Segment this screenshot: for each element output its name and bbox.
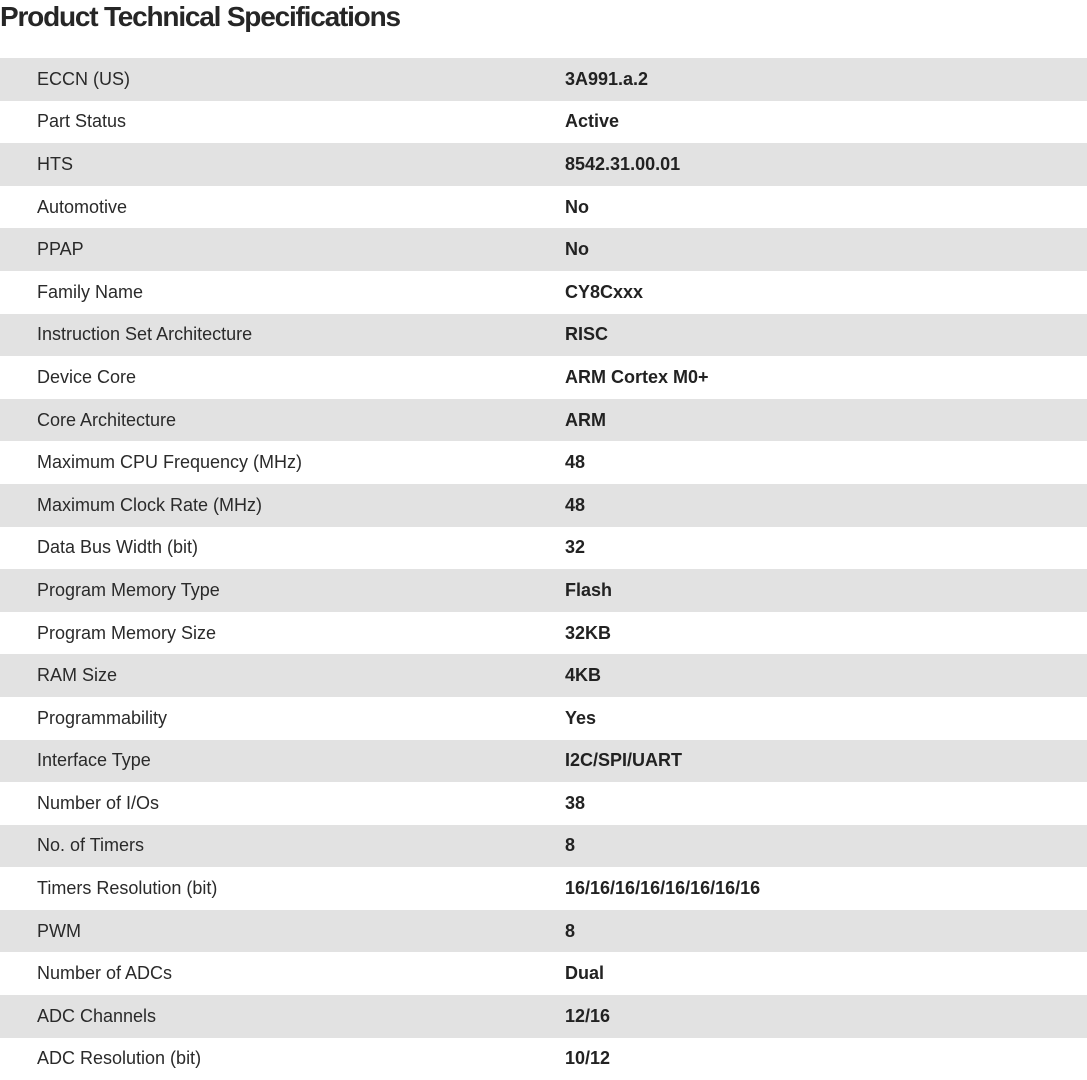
- spec-value: Dual: [565, 963, 605, 984]
- spec-row-pwm: [0, 910, 1087, 953]
- spec-row-interface-type: [0, 740, 1087, 783]
- spec-label: RAM Size: [37, 665, 118, 686]
- spec-label: Program Memory Size: [37, 622, 217, 643]
- spec-value: 16/16/16/16/16/16/16/16: [565, 878, 761, 899]
- spec-row-part-status: [0, 101, 1087, 144]
- spec-row-number-of-ios: [0, 782, 1087, 825]
- spec-row-automotive: [0, 186, 1087, 229]
- spec-row-program-memory-size: [0, 612, 1087, 655]
- page-title: Product Technical Specifications: [0, 1, 400, 32]
- spec-row-data-bus-width: [0, 527, 1087, 570]
- spec-table: [0, 58, 1087, 1080]
- spec-row-programmability: [0, 697, 1087, 740]
- spec-row-eccn: [0, 58, 1087, 101]
- spec-value: 8542.31.00.01: [565, 153, 681, 174]
- spec-label: No. of Timers: [37, 835, 145, 856]
- spec-label: Instruction Set Architecture: [37, 324, 253, 345]
- spec-value: RISC: [565, 324, 609, 345]
- spec-label: Part Status: [37, 111, 127, 132]
- spec-label: Program Memory Type: [37, 579, 220, 600]
- spec-value: 8: [565, 835, 576, 856]
- spec-row-number-of-adcs: [0, 952, 1087, 995]
- spec-value: 8: [565, 920, 576, 941]
- spec-value: 48: [565, 494, 586, 515]
- spec-label: Number of ADCs: [37, 963, 173, 984]
- spec-row-timers-resolution: [0, 867, 1087, 910]
- spec-label: Family Name: [37, 281, 144, 302]
- spec-value: 38: [565, 792, 586, 813]
- spec-row-max-clock-rate: [0, 484, 1087, 527]
- spec-row-number-of-timers: [0, 825, 1087, 868]
- spec-value: Active: [565, 111, 620, 132]
- spec-row-adc-resolution: [0, 1038, 1087, 1080]
- spec-row-hts: [0, 143, 1087, 186]
- spec-row-device-core: [0, 356, 1087, 399]
- spec-value: Yes: [565, 707, 597, 728]
- spec-value: I2C/SPI/UART: [565, 750, 683, 771]
- spec-value: 12/16: [565, 1005, 611, 1026]
- spec-label: Maximum CPU Frequency (MHz): [37, 452, 303, 473]
- spec-row-adc-channels: [0, 995, 1087, 1038]
- spec-row-ppap: [0, 228, 1087, 271]
- spec-label: Core Architecture: [37, 409, 177, 430]
- spec-value: 48: [565, 452, 586, 473]
- spec-value: CY8Cxxx: [565, 281, 644, 302]
- spec-row-instruction-set: [0, 314, 1087, 357]
- spec-value: 4KB: [565, 665, 602, 686]
- spec-label: Programmability: [37, 707, 168, 728]
- spec-label: PPAP: [37, 239, 84, 260]
- spec-label: Number of I/Os: [37, 792, 160, 813]
- spec-row-family-name: [0, 271, 1087, 314]
- spec-value: ARM Cortex M0+: [565, 366, 709, 387]
- spec-label: Automotive: [37, 196, 128, 217]
- spec-label: HTS: [37, 153, 73, 174]
- spec-row-core-architecture: [0, 399, 1087, 442]
- spec-value: No: [565, 239, 589, 260]
- spec-row-max-cpu-frequency: [0, 441, 1087, 484]
- spec-value: 32: [565, 537, 586, 558]
- spec-value: 32KB: [565, 622, 612, 643]
- spec-label: Timers Resolution (bit): [37, 878, 218, 899]
- spec-value: Flash: [565, 579, 613, 600]
- spec-value: No: [565, 196, 589, 217]
- spec-label: Maximum Clock Rate (MHz): [37, 494, 263, 515]
- spec-value: ARM: [565, 409, 606, 430]
- spec-row-program-memory-type: [0, 569, 1087, 612]
- spec-label: Interface Type: [37, 750, 151, 771]
- spec-label: ECCN (US): [37, 68, 130, 89]
- spec-value: 3A991.a.2: [565, 68, 649, 89]
- spec-label: ADC Resolution (bit): [37, 1048, 202, 1069]
- spec-row-ram-size: [0, 654, 1087, 697]
- spec-label: PWM: [37, 920, 81, 941]
- spec-label: Data Bus Width (bit): [37, 537, 199, 558]
- spec-value: 10/12: [565, 1048, 611, 1069]
- spec-label: Device Core: [37, 366, 137, 387]
- spec-label: ADC Channels: [37, 1005, 157, 1026]
